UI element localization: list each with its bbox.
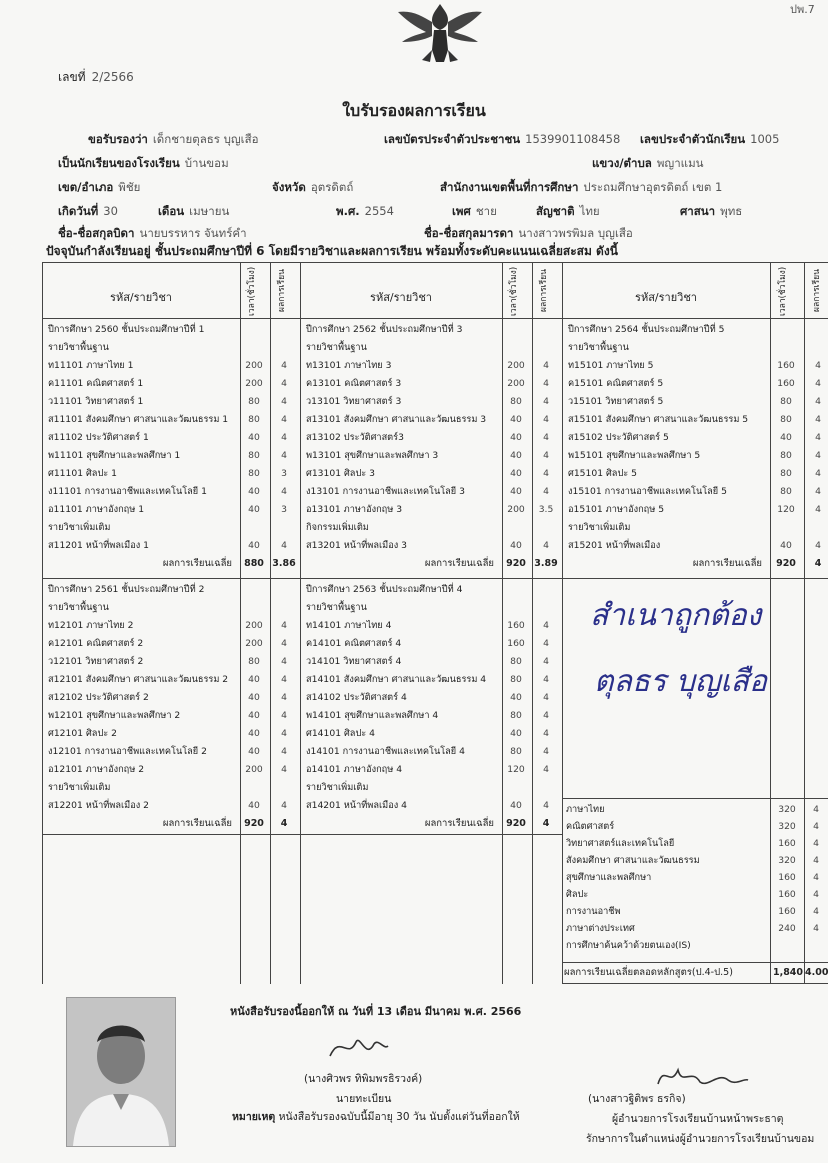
subject-cell: ส13102 ประวัติศาสตร์3	[306, 432, 404, 443]
subject-cell: ง12101 การงานอาชีพและเทคโนโลยี 2	[48, 746, 207, 757]
document-number-label: เลขที่	[58, 70, 86, 84]
grade-cell: 4	[281, 674, 287, 685]
subject-cell: ท12101 ภาษาไทย 2	[48, 620, 134, 631]
average-grade: 4	[542, 818, 550, 829]
grade-cell: 4	[815, 414, 821, 425]
hours-cell: 40	[248, 486, 260, 497]
subject-cell: ส11201 หน้าที่พลเมือง 1	[48, 540, 149, 551]
summary-total-line	[562, 962, 828, 963]
birth-month-value: เมษายน	[189, 204, 230, 218]
grade-cell: 3	[281, 504, 287, 515]
subject-cell: ส13201 หน้าที่พลเมือง 3	[306, 540, 407, 551]
issued-date: หนังสือรับรองนี้ออกให้ ณ วันที่ 13 เดือน มีนาคม พ.ศ. 2566	[230, 1005, 522, 1018]
summary-subject: ศิลปะ	[566, 889, 589, 900]
grade-cell: 4	[543, 378, 549, 389]
hours-cell: 80	[780, 414, 792, 425]
subject-cell: ท13101 ภาษาไทย 3	[306, 360, 392, 371]
subject-cell: รายวิชาเพิ่มเติม	[48, 522, 111, 533]
father-line	[58, 225, 247, 243]
birth-year-value: 2554	[364, 204, 394, 218]
subject-cell: รายวิชาเพิ่มเติม	[48, 782, 111, 793]
gender-value: ชาย	[475, 204, 497, 218]
hours-cell: 40	[510, 728, 522, 739]
table-border-left	[42, 262, 43, 984]
average-hours: 920	[244, 818, 264, 829]
subject-cell: รายวิชาพื้นฐาน	[568, 342, 629, 353]
mother-value: นางสาวพรพิมล บุญเสือ	[518, 226, 633, 240]
summary-subject: การศึกษาค้นคว้าด้วยตนเอง(IS)	[566, 940, 691, 951]
subject-cell: ง11101 การงานอาชีพและเทคโนโลยี 1	[48, 486, 207, 497]
summary-grade: 4	[813, 923, 819, 934]
student-photo	[66, 997, 176, 1147]
summary-hours: 160	[778, 906, 796, 917]
subject-cell: ง14101 การงานอาชีพและเทคโนโลยี 4	[306, 746, 465, 757]
summary-grade: 4	[813, 872, 819, 883]
grade-cell: 4	[281, 486, 287, 497]
subject-cell: ส11101 สังคมศึกษา ศาสนาและวัฒนธรรม 1	[48, 414, 229, 425]
grade-cell: 4	[543, 432, 549, 443]
student-name: เด็กชายตุลธร บุญเสือ	[152, 132, 259, 146]
table-border-bottom	[562, 983, 828, 984]
header-grade: ผลการเรียน	[277, 269, 287, 313]
subject-cell: ว14101 วิทยาศาสตร์ 4	[306, 656, 402, 667]
handwritten-signature-name: ตุลธร บุญเสือ	[594, 664, 768, 699]
grade-cell: 4	[281, 378, 287, 389]
block-title: ปีการศึกษา 2564 ชั้นประถมศึกษาปีที่ 5	[568, 324, 725, 335]
hours-cell: 40	[510, 540, 522, 551]
hours-cell: 200	[245, 620, 263, 631]
summary-grade: 4	[813, 906, 819, 917]
hours-cell: 80	[248, 414, 260, 425]
document-number-value: 2/2566	[91, 70, 134, 84]
average-label: ผลการเรียนเฉลี่ย	[162, 558, 232, 569]
registrar-signature-icon	[326, 1030, 390, 1070]
certify-label: ขอรับรองว่า	[88, 132, 148, 146]
gender-line	[452, 203, 497, 221]
average-grade: 4	[280, 818, 288, 829]
summary-total-label: ผลการเรียนเฉลี่ยตลอดหลักสูตร(ป.4-ป.5)	[564, 967, 733, 978]
grade-cell: 4	[281, 656, 287, 667]
citizen-id-label: เลขบัตรประจำตัวประชาชน	[384, 132, 521, 146]
subject-cell: ส11102 ประวัติศาสตร์ 1	[48, 432, 149, 443]
subject-cell: อ13101 ภาษาอังกฤษ 3	[306, 504, 403, 515]
grade-cell: 3	[281, 468, 287, 479]
note-text: หนังสือรับรองฉบับนี้มีอายุ 30 วัน นับตั้งแต่วันที่ออกให้	[278, 1111, 520, 1123]
father-value: นายบรรหาร จันทร์คำ	[139, 226, 247, 240]
grade-cell: 4	[281, 728, 287, 739]
grade-cell: 4	[543, 800, 549, 811]
hours-cell: 80	[510, 656, 522, 667]
nationality-label: สัญชาติ	[536, 204, 575, 218]
table-border-top	[42, 262, 828, 263]
subject-cell: ค11101 คณิตศาสตร์ 1	[48, 378, 144, 389]
summary-subject: ภาษาต่างประเทศ	[566, 923, 635, 934]
subject-cell: อ15101 ภาษาอังกฤษ 5	[568, 504, 665, 515]
hours-cell: 40	[248, 674, 260, 685]
hours-cell: 80	[780, 450, 792, 461]
subject-cell: ค13101 คณิตศาสตร์ 3	[306, 378, 402, 389]
header-hours: เวลา(ชั่วโมง)	[778, 266, 788, 316]
hours-cell: 80	[248, 468, 260, 479]
average-label: ผลการเรียนเฉลี่ย	[424, 558, 494, 569]
birth-month-line	[158, 203, 229, 221]
subject-cell: ว11101 วิทยาศาสตร์ 1	[48, 396, 144, 407]
subject-cell: ส15101 สังคมศึกษา ศาสนาและวัฒนธรรม 5	[568, 414, 749, 425]
header-grade: ผลการเรียน	[539, 269, 549, 313]
subject-cell: พ11101 สุขศึกษาและพลศึกษา 1	[48, 450, 181, 461]
summary-total-hours: 1,840	[772, 967, 804, 978]
grade-cell: 4	[543, 396, 549, 407]
summary-grade: 4	[813, 889, 819, 900]
grade-cell: 4	[281, 396, 287, 407]
hours-cell: 200	[245, 360, 263, 371]
subject-cell: พ13101 สุขศึกษาและพลศึกษา 3	[306, 450, 439, 461]
citizen-id-line	[384, 131, 620, 149]
garuda-emblem-icon	[392, 0, 488, 70]
lead-sentence: ปัจจุบันกำลังเรียนอยู่ ชั้นประถมศึกษาปีที่ 6 โดยมีรายวิชาและผลการเรียน พร้อมทั้งระดับคะแนนเฉลี่ยสะสม ดังนี้	[46, 244, 618, 258]
average-label: ผลการเรียนเฉลี่ย	[692, 558, 762, 569]
block-title: ปีการศึกษา 2563 ชั้นประถมศึกษาปีที่ 4	[306, 584, 463, 595]
province-line	[272, 179, 353, 197]
note-label: หมายเหตุ	[232, 1111, 276, 1123]
hours-cell: 40	[780, 540, 792, 551]
hours-cell: 40	[248, 800, 260, 811]
subject-cell: ว13101 วิทยาศาสตร์ 3	[306, 396, 402, 407]
subject-cell: ส12201 หน้าที่พลเมือง 2	[48, 800, 149, 811]
subdistrict-line	[592, 155, 704, 173]
summary-grade: 4	[813, 855, 819, 866]
subject-cell: ท15101 ภาษาไทย 5	[568, 360, 654, 371]
subject-cell: อ12101 ภาษาอังกฤษ 2	[48, 764, 145, 775]
district-value: พิชัย	[118, 180, 141, 194]
subject-cell: ค15101 คณิตศาสตร์ 5	[568, 378, 664, 389]
grade-cell: 4	[543, 450, 549, 461]
hours-cell: 40	[510, 692, 522, 703]
hours-cell: 40	[510, 468, 522, 479]
hours-cell: 40	[248, 504, 260, 515]
grade-cell: 4	[543, 486, 549, 497]
grade-cell: 4	[543, 728, 549, 739]
header-subject: รหัส/รายวิชา	[370, 291, 432, 304]
student-id-line	[640, 131, 779, 149]
average-hours: 920	[506, 818, 526, 829]
summary-hours: 160	[778, 872, 796, 883]
hours-cell: 80	[248, 396, 260, 407]
grade-cell: 4	[543, 638, 549, 649]
grade-cell: 4	[281, 620, 287, 631]
block-line	[42, 578, 828, 579]
area-label: สำนักงานเขตพื้นที่การศึกษา	[440, 180, 579, 194]
grade-cell: 3.5	[538, 504, 554, 515]
col-line	[562, 262, 563, 984]
area-line	[440, 179, 722, 197]
grade-cell: 4	[281, 800, 287, 811]
grade-cell: 4	[543, 414, 549, 425]
nationality-line	[536, 203, 600, 221]
subject-cell: ส14201 หน้าที่พลเมือง 4	[306, 800, 407, 811]
block-bottom-line	[42, 834, 562, 835]
hours-cell: 40	[510, 450, 522, 461]
handwritten-certified-copy: สำเนาถูกต้อง	[590, 598, 762, 633]
school-line	[58, 155, 229, 173]
hours-cell: 80	[510, 396, 522, 407]
hours-cell: 40	[510, 486, 522, 497]
religion-label: ศาสนา	[680, 204, 716, 218]
school-label: เป็นนักเรียนของโรงเรียน	[58, 156, 180, 170]
hours-cell: 40	[248, 746, 260, 757]
average-hours: 920	[776, 558, 796, 569]
subject-cell: ส12102 ประวัติศาสตร์ 2	[48, 692, 149, 703]
hours-cell: 160	[507, 620, 525, 631]
grade-cell: 4	[281, 746, 287, 757]
subject-cell: รายวิชาพื้นฐาน	[306, 602, 367, 613]
grade-cell: 4	[815, 396, 821, 407]
acting-director-title: รักษาการในตำแหน่งผู้อำนวยการโรงเรียนบ้านขอม	[586, 1133, 815, 1145]
grade-cell: 4	[281, 450, 287, 461]
mother-label: ชื่อ-ชื่อสกุลมารดา	[424, 226, 514, 240]
header-hours: เวลา(ชั่วโมง)	[247, 266, 257, 316]
grade-cell: 4	[543, 620, 549, 631]
header-hours: เวลา(ชั่วโมง)	[509, 266, 519, 316]
summary-hours: 240	[778, 923, 796, 934]
director-title: ผู้อำนวยการโรงเรียนบ้านหน้าพระธาตุ	[612, 1113, 784, 1125]
block-title: ปีการศึกษา 2562 ชั้นประถมศึกษาปีที่ 3	[306, 324, 463, 335]
subject-cell: ส14101 สังคมศึกษา ศาสนาและวัฒนธรรม 4	[306, 674, 487, 685]
subject-cell: รายวิชาพื้นฐาน	[48, 342, 109, 353]
subject-cell: ส13101 สังคมศึกษา ศาสนาและวัฒนธรรม 3	[306, 414, 487, 425]
document-code: ปพ.7	[790, 3, 815, 16]
note-line	[232, 1108, 520, 1125]
subject-cell: อ11101 ภาษาอังกฤษ 1	[48, 504, 145, 515]
header-grade: ผลการเรียน	[812, 269, 822, 313]
hours-cell: 80	[248, 450, 260, 461]
grade-cell: 4	[281, 414, 287, 425]
district-line	[58, 179, 140, 197]
hours-cell: 160	[507, 638, 525, 649]
block-title: ปีการศึกษา 2560 ชั้นประถมศึกษาปีที่ 1	[48, 324, 205, 335]
subject-cell: ท11101 ภาษาไทย 1	[48, 360, 134, 371]
average-hours: 880	[244, 558, 264, 569]
district-label: เขต/อำเภอ	[58, 180, 114, 194]
header-line	[42, 318, 828, 319]
province-label: จังหวัด	[272, 180, 306, 194]
grade-cell: 4	[281, 432, 287, 443]
summary-subject: วิทยาศาสตร์และเทคโนโลยี	[566, 838, 675, 849]
hours-cell: 120	[777, 504, 795, 515]
hours-cell: 40	[510, 432, 522, 443]
religion-line	[680, 203, 742, 221]
grade-cell: 4	[815, 378, 821, 389]
subject-cell: พ15101 สุขศึกษาและพลศึกษา 5	[568, 450, 701, 461]
summary-subject: สุขศึกษาและพลศึกษา	[566, 872, 652, 883]
subject-cell: ท14101 ภาษาไทย 4	[306, 620, 392, 631]
grade-cell: 4	[543, 360, 549, 371]
subject-cell: ง15101 การงานอาชีพและเทคโนโลยี 5	[568, 486, 727, 497]
hours-cell: 120	[507, 764, 525, 775]
summary-top-line	[562, 798, 828, 799]
area-value: ประถมศึกษาอุตรดิตถ์ เขต 1	[583, 180, 723, 194]
grade-cell: 4	[543, 764, 549, 775]
hours-cell: 40	[248, 692, 260, 703]
hours-cell: 40	[510, 800, 522, 811]
hours-cell: 200	[507, 378, 525, 389]
subject-cell: ค12101 คณิตศาสตร์ 2	[48, 638, 144, 649]
summary-hours: 320	[778, 821, 796, 832]
subdistrict-label: แขวง/ตำบล	[592, 156, 652, 170]
grade-cell: 4	[815, 540, 821, 551]
average-label: ผลการเรียนเฉลี่ย	[162, 818, 232, 829]
birth-day-value: 30	[103, 204, 118, 218]
director-name: (นางสาวฐิติพร ธรกิจ)	[588, 1093, 686, 1105]
grade-cell: 4	[815, 468, 821, 479]
subject-cell: ง13101 การงานอาชีพและเทคโนโลยี 3	[306, 486, 465, 497]
summary-subject: ภาษาไทย	[566, 804, 605, 815]
grade-cell: 4	[543, 540, 549, 551]
hours-cell: 80	[510, 746, 522, 757]
subject-cell: ว12101 วิทยาศาสตร์ 2	[48, 656, 144, 667]
hours-cell: 160	[777, 378, 795, 389]
hours-cell: 80	[780, 486, 792, 497]
subject-cell: ค14101 คณิตศาสตร์ 4	[306, 638, 402, 649]
hours-cell: 200	[507, 360, 525, 371]
hours-cell: 80	[780, 468, 792, 479]
subdistrict-value: พญาแมน	[656, 156, 704, 170]
subject-cell: ศ12101 ศิลปะ 2	[48, 728, 117, 739]
summary-hours: 320	[778, 855, 796, 866]
subject-cell: พ12101 สุขศึกษาและพลศึกษา 2	[48, 710, 181, 721]
birth-month-label: เดือน	[158, 204, 185, 218]
grade-cell: 4	[815, 486, 821, 497]
hours-cell: 40	[248, 710, 260, 721]
subject-cell: รายวิชาเพิ่มเติม	[568, 522, 631, 533]
hours-cell: 200	[507, 504, 525, 515]
hours-cell: 80	[510, 674, 522, 685]
subject-cell: ว15101 วิทยาศาสตร์ 5	[568, 396, 664, 407]
average-label: ผลการเรียนเฉลี่ย	[424, 818, 494, 829]
summary-grade: 4	[813, 804, 819, 815]
hours-cell: 40	[248, 432, 260, 443]
average-grade: 3.86	[272, 558, 296, 569]
student-id-label: เลขประจำตัวนักเรียน	[640, 132, 746, 146]
hours-cell: 40	[248, 540, 260, 551]
subject-cell: ศ15101 ศิลปะ 5	[568, 468, 637, 479]
summary-hours: 160	[778, 838, 796, 849]
hours-cell: 80	[780, 396, 792, 407]
grade-cell: 4	[815, 450, 821, 461]
grade-cell: 4	[543, 468, 549, 479]
average-grade: 4	[814, 558, 822, 569]
grade-cell: 4	[543, 746, 549, 757]
nationality-value: ไทย	[579, 204, 600, 218]
hours-cell: 40	[248, 728, 260, 739]
header-subject: รหัส/รายวิชา	[110, 291, 172, 304]
subject-cell: ส15102 ประวัติศาสตร์ 5	[568, 432, 669, 443]
subject-cell: ส15201 หน้าที่พลเมือง	[568, 540, 661, 551]
hours-cell: 40	[510, 414, 522, 425]
summary-total-grade: 4.00	[805, 967, 828, 978]
subject-cell: ศ14101 ศิลปะ 4	[306, 728, 375, 739]
document-number	[58, 68, 134, 87]
grade-cell: 4	[815, 432, 821, 443]
birth-day-label: เกิดวันที่	[58, 204, 99, 218]
registrar-title: นายทะเบียน	[336, 1093, 392, 1105]
hours-cell: 200	[245, 638, 263, 649]
grade-cell: 4	[543, 656, 549, 667]
summary-subject: สังคมศึกษา ศาสนาและวัฒนธรรม	[566, 855, 700, 866]
province-value: อุตรดิตถ์	[310, 180, 354, 194]
summary-subject: การงานอาชีพ	[566, 906, 621, 917]
grade-cell: 4	[543, 674, 549, 685]
col-line	[770, 262, 771, 984]
grade-cell: 4	[281, 692, 287, 703]
citizen-id-value: 1539901108458	[525, 132, 621, 146]
subject-cell: อ14101 ภาษาอังกฤษ 4	[306, 764, 403, 775]
summary-hours: 320	[778, 804, 796, 815]
school-value: บ้านขอม	[184, 156, 229, 170]
header-subject: รหัส/รายวิชา	[635, 291, 697, 304]
religion-value: พุทธ	[720, 204, 743, 218]
document-title: ใบรับรองผลการเรียน	[342, 101, 486, 120]
birth-day-line	[58, 203, 118, 221]
average-grade: 3.89	[534, 558, 558, 569]
subject-cell: รายวิชาพื้นฐาน	[306, 342, 367, 353]
hours-cell: 200	[245, 764, 263, 775]
subject-cell: พ14101 สุขศึกษาและพลศึกษา 4	[306, 710, 439, 721]
subject-cell: รายวิชาเพิ่มเติม	[306, 782, 369, 793]
average-hours: 920	[506, 558, 526, 569]
grade-cell: 4	[281, 710, 287, 721]
grade-cell: 4	[543, 710, 549, 721]
subject-cell: ศ11101 ศิลปะ 1	[48, 468, 117, 479]
subject-cell: ส12101 สังคมศึกษา ศาสนาและวัฒนธรรม 2	[48, 674, 229, 685]
hours-cell: 80	[510, 710, 522, 721]
student-id-value: 1005	[750, 132, 780, 146]
summary-grade: 4	[813, 838, 819, 849]
hours-cell: 160	[777, 360, 795, 371]
certify-line	[88, 131, 259, 149]
summary-grade: 4	[813, 821, 819, 832]
grade-cell: 4	[281, 764, 287, 775]
gender-label: เพศ	[452, 204, 471, 218]
results-table	[42, 262, 828, 984]
summary-subject: คณิตศาสตร์	[566, 821, 615, 832]
hours-cell: 80	[248, 656, 260, 667]
block-title: ปีการศึกษา 2561 ชั้นประถมศึกษาปีที่ 2	[48, 584, 205, 595]
summary-hours: 160	[778, 889, 796, 900]
grade-cell: 4	[815, 504, 821, 515]
mother-line	[424, 225, 633, 243]
birth-year-line	[336, 203, 394, 221]
grade-cell: 4	[815, 360, 821, 371]
col-line	[300, 262, 301, 984]
subject-cell: รายวิชาพื้นฐาน	[48, 602, 109, 613]
birth-year-label: พ.ศ.	[336, 204, 360, 218]
hours-cell: 200	[245, 378, 263, 389]
grade-cell: 4	[281, 360, 287, 371]
registrar-name: (นางศิวพร ทิพิมพรธิรวงค์)	[304, 1073, 423, 1085]
father-label: ชื่อ-ชื่อสกุลบิดา	[58, 226, 135, 240]
subject-cell: ส14102 ประวัติศาสตร์ 4	[306, 692, 407, 703]
student-photo-icon	[67, 998, 175, 1146]
grade-cell: 4	[543, 692, 549, 703]
hours-cell: 40	[780, 432, 792, 443]
grade-cell: 4	[281, 540, 287, 551]
subject-cell: ศ13101 ศิลปะ 3	[306, 468, 375, 479]
subject-cell: กิจกรรมเพิ่มเติม	[306, 522, 369, 533]
grade-cell: 4	[281, 638, 287, 649]
